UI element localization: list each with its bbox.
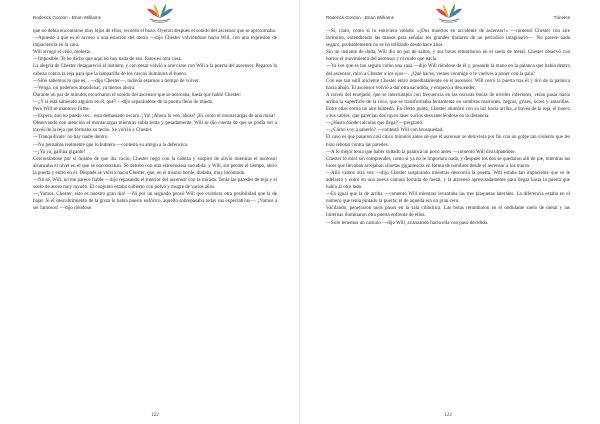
- paragraph: Pero Will se mantuvo firme.: [33, 106, 91, 113]
- paragraph: Vacilando, penetraron unos pasos en la sala cilíndrica. Las botas retumbaron en el ondulante suelo de metal y las linternas iluminaron otra puerta enfrente de ellos.: [326, 205, 570, 219]
- paragraph: —Sí, claro, como si lo estuviera viendo: «¡Dos muertos en accidente de ascensor!» —contestó Chester con aire taciturno, extendiendo las manos para señalar los grandes titulares de un periódico imaginario—. No parece nada seguro, probablemente no se ha utilizado desde hace años.: [326, 28, 570, 49]
- paragraph: —Tranquilízate: no hay nadie dentro.: [33, 134, 109, 141]
- page-number: 123: [444, 413, 452, 418]
- paragraph: —Sino sabemos lo que es... —dijo Chester—, todavía estamos a tiempo de volver.: [33, 77, 200, 84]
- publisher-logo-icon: [145, 2, 175, 24]
- paragraph: Sin un instante de duda, Will dio un par de saltos, y sus botas retumbaron en el suelo de metal. Chester observó con horror el movimiento del ascensor y el ruido que hacía.: [326, 49, 570, 63]
- paragraph: Con ese tan sutil aliciente Chester entró inmediatamente en el ascensor. Will cerró la puerta tras él y tiró de la palanca hacia abajo. El ascensor volvió a dar otra sacudida, y empezó a descender.: [326, 77, 570, 91]
- paragraph: —¿Y si está subiendo alguien en él, qué? —dijo separándose de la puerta lleno de miedo.: [33, 98, 214, 105]
- paragraph: —Apuesto a que es el acceso a una estación del metro —dijo Chester volviéndose hacia Will, con una expresión de impaciencia en la cara.: [33, 35, 277, 49]
- paragraph: —No sé, Will, no me parece fiable —dijo repasando el interior del ascensor con la mirada. Tenía las paredes de reja y el suelo de acero muy rayado. El conjunto estaba cubierto con polvo y mugre de varios años.: [33, 176, 277, 191]
- paragraph: —Allá vamos otra vez —dijo Chester suspirando mientras descorría la puerta. Will estaba tan impaciente que se le adelantó y entró en una nueva cámara forrada de metal, y la atravesó apresuradamente para llegar hasta la puerta que había al otro lado.: [326, 169, 570, 191]
- paragraph: —Es igual que la de arriba —comentó Will mientras levantaba las tres plaquetas laterales. La diferencia estaba en el número que tenía pintado la puerta: el de aquella era un gran cero.: [326, 191, 570, 205]
- paragraph: —Imposible. Te he dicho que aquí no hay nada de eso. Estos es otra cosa.: [33, 56, 182, 63]
- paragraph: Cerciorándose por sí mismo de que iba vacío, Chester negó con la cabeza y suspiró de alivio mientras el ascensor alcanzaba el nivel en el que se encontraban. Se detuvo con una estruendosa sacudida, y Will, sin perder el tiempo, abrió la puerta y entró en él. Después se volvió hacia Chester, que, en el mismo borde, dudaba, muy incómodo.: [33, 155, 277, 176]
- right-page-header: [326, 0, 570, 28]
- paragraph: —Espera, aún no puedo ver... está demasiado oscuro. ¡Ya! ¡Ahora lo veo, ahora! ¡Es como el montacargas de una mina!: [33, 113, 275, 120]
- paragraph: —No pensabas realmente que lo hubiera —contestó su amigo a la defensiva.: [33, 141, 189, 148]
- paragraph: A través del enrejado, que se interrumpía con frecuencia en las oscuras bocas de niveles inferiores, veían pasar hacia arriba la superficie de la roca, que se transformaba lentamente en sombras marrones, negras, grises, ocres y amarillas. Entre ellas corría un aire húmedo. En cierto punto, Chester alumbró con su luz hacia arriba, a través de la reja, el hueco y los cables, que parecían dos rayos láser sucios desvaneciéndose en la distancia.: [326, 91, 570, 120]
- right-page: [300, 0, 600, 424]
- paragraph: —A lo mejor tenía que haber soltado la palanca un poco antes —comentó Will disculpándose.: [326, 148, 516, 155]
- left-page-header: [33, 0, 277, 28]
- running-head-author: Roderick Gordon - Brian Williams: [326, 15, 394, 20]
- paragraph: —Ya ves que es tan seguro como una casa —dijo Will riéndose de él y, posando la mano en la palanca que había dentro del ascensor, miró a Chester a los ojos—. ¿Qué haces, vienes conmigo o te vuelves a poner con la pala?: [326, 63, 570, 77]
- paragraph: El caso es que pasaron casi cinco minutos antes de que el ascensor se detuviera por fin con un golpe tan violento que les hizo rebotar contra las paredes.: [326, 134, 570, 148]
- left-page-body: [33, 28, 277, 212]
- paragraph: —Venga, no podemos abandonar, ya menos ahora.: [33, 84, 136, 91]
- paragraph: Observando con atención el montacargas mientras subía lenta y pesadamente, Will se dio cuenta de que se podía ver a través de la reja que formaba su techo. Se volvió a Chester.: [33, 120, 277, 134]
- paragraph: Will arrugó el ceño, molesto.: [33, 49, 92, 56]
- running-head-title: Túneles: [553, 15, 570, 20]
- paragraph: —Solo tenemos un camino —dijo Will, avanzando hacia ella con paso decidido.: [326, 219, 489, 226]
- paragraph: —¿Hasta dónde calculas que llega? —preguntó.: [326, 120, 424, 127]
- running-head-author: Roderick Gordon - Brian Williams: [33, 15, 101, 20]
- paragraph: —¡Ya ya, gallina gigante!: [33, 148, 86, 155]
- paragraph: que no debía encontrarse muy lejos de ellos, recordó el buzo. Oyeron después el sonido del ascensor que se aproximaba.: [33, 28, 277, 34]
- page-number: 122: [151, 413, 159, 418]
- paragraph: —¿Cómo voy a saberlo? —contestó Will con brusquedad.: [326, 127, 444, 134]
- paragraph: —¡Vamos, Chester, esto es nuestro gran día! —Ni por un segundo pensó Will que existiera otra posibilidad que la de bajar. Si el descubrimiento de la gruta lo había puesto eufórico, aquello sobrepasaba todas sus expectativas—. ¡Vamos a ser famosos! —dijo riéndose.: [33, 191, 277, 212]
- paragraph: La alegría de Chester desapareció al instante, y con pesar volvió a acercarse con Will a la puerta del ascensor. Pegaron la cabeza contra la reja para que la lamparilla de los cascos iluminara el hueco.: [33, 63, 277, 77]
- paragraph: Durante un par de minutos escucharon el sonido del ascensor que se acercaba, hasta que habló Chester:: [33, 91, 242, 98]
- right-page-body: [326, 28, 570, 227]
- paragraph: Chester lo miró sin comprender, como si ya no le importara nada, y después los dos se quedaron allí de pie, mientras las luces que llevaban arrojaban siluetas gigantescas en forma de nombres desde el ascensor a los muros.: [326, 155, 570, 169]
- publisher-logo-icon: [434, 2, 464, 24]
